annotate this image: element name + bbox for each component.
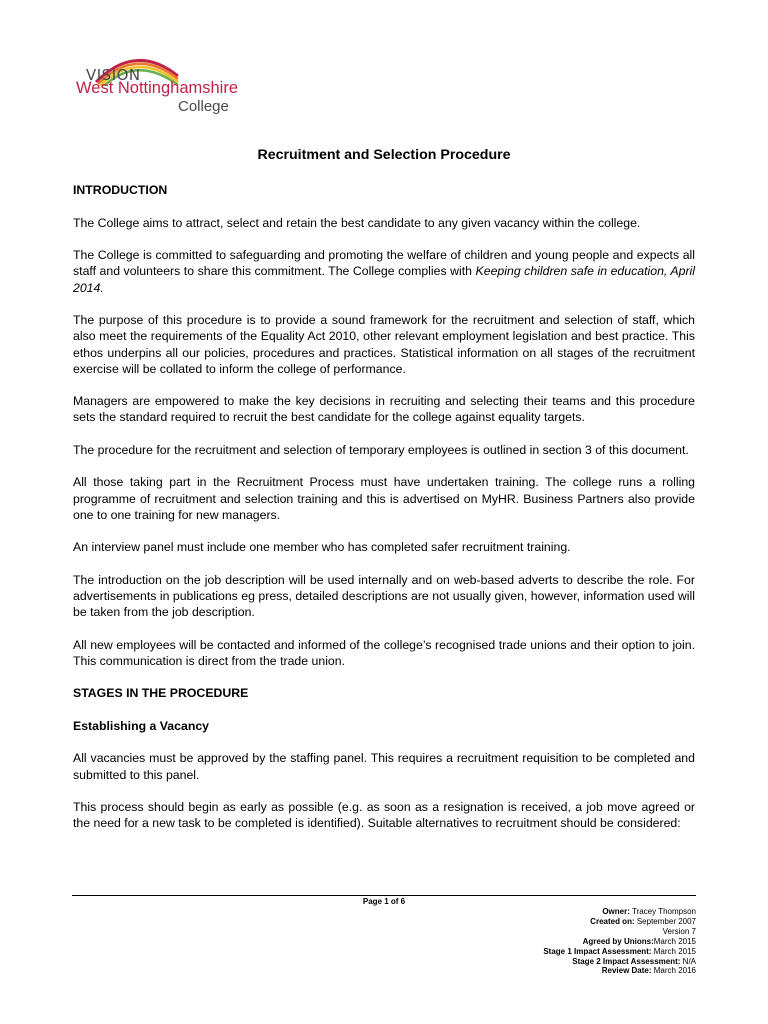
college-logo	[76, 46, 246, 115]
review-line: Review Date: March 2016	[601, 966, 696, 976]
policy-reference: Keeping children safe in education, April 2014.	[73, 264, 696, 295]
footer-divider	[72, 895, 696, 896]
paragraph: The purpose of this procedure is to provide a sound framework for the recruitment and selection of staff, which also meet the requirements of the Equality Act 2010, other relevant employment legislation and best practice. This ethos underpins all our policies, procedures and practices. Statistical information on all stages of the recruitment exercise will be collated to inform the college of performance.	[73, 313, 695, 376]
created-line: Created on: September 2007	[590, 916, 696, 926]
version-line: Version 7	[662, 926, 696, 936]
document-title: Recruitment and Selection Procedure	[257, 147, 511, 163]
logo-college-word: College	[178, 98, 229, 115]
section-heading-stages: STAGES IN THE PROCEDURE	[73, 686, 249, 701]
subheading-vacancy: Establishing a Vacancy	[73, 718, 210, 733]
paragraph: This process should begin as early as possible (e.g. as soon as a resignation is received, a job move agreed or the need for a new task to be completed is identified). Suitable alternatives to recruitment should be considered:	[73, 800, 695, 831]
paragraph: The introduction on the job description will be used internally and on web-based adverts to describe the role. For advertisements in publications eg press, detailed descriptions are not usually given, however, information used will be taken from the job description.	[73, 572, 695, 620]
agreed-line: Agreed by Unions:March 2015	[582, 936, 696, 946]
paragraph: The procedure for the recruitment and selection of temporary employees is outlined in section 3 of this document.	[73, 442, 689, 457]
paragraph: All those taking part in the Recruitment Process must have undertaken training. The college runs a rolling programme of recruitment and selection training and this is advertised on MyHR. Business Partners also provide one to one training for new managers.	[73, 475, 695, 522]
document-metadata	[543, 907, 696, 976]
logo-vision-text: VISION	[86, 66, 141, 84]
paragraph-safeguarding	[73, 247, 695, 296]
paragraph: All vacancies must be approved by the staffing panel. This requires a recruitment requisition to be completed and submitted to this panel.	[73, 751, 695, 782]
stage1-line: Stage 1 Impact Assessment: March 2015	[543, 946, 696, 956]
section-heading-introduction: INTRODUCTION	[73, 183, 168, 198]
stage2-line: Stage 2 Impact Assessment: N/A	[572, 956, 696, 966]
document-body	[73, 147, 695, 848]
paragraph-text: The College is committed to safeguarding and promoting the welfare of children and young people and expects all staff and volunteers to share this commitment. The College complies with	[73, 248, 695, 279]
paragraph: An interview panel must include one member who has completed safer recruitment training.	[73, 540, 571, 555]
owner-line: Owner: Tracey Thompson	[602, 907, 696, 916]
logo-college-name: West Nottinghamshire	[76, 79, 239, 97]
page-number: Page 1 of 6	[362, 897, 406, 906]
paragraph: Managers are empowered to make the key decisions in recruiting and selecting their teams and this procedure sets the standard required to recruit the best candidate for the college against equality targets.	[73, 394, 695, 425]
paragraph: The College aims to attract, select and retain the best candidate to any given vacancy within the college.	[73, 215, 641, 230]
paragraph: All new employees will be contacted and informed of the college’s recognised trade unions and their option to join. This communication is direct from the trade union.	[73, 637, 695, 668]
